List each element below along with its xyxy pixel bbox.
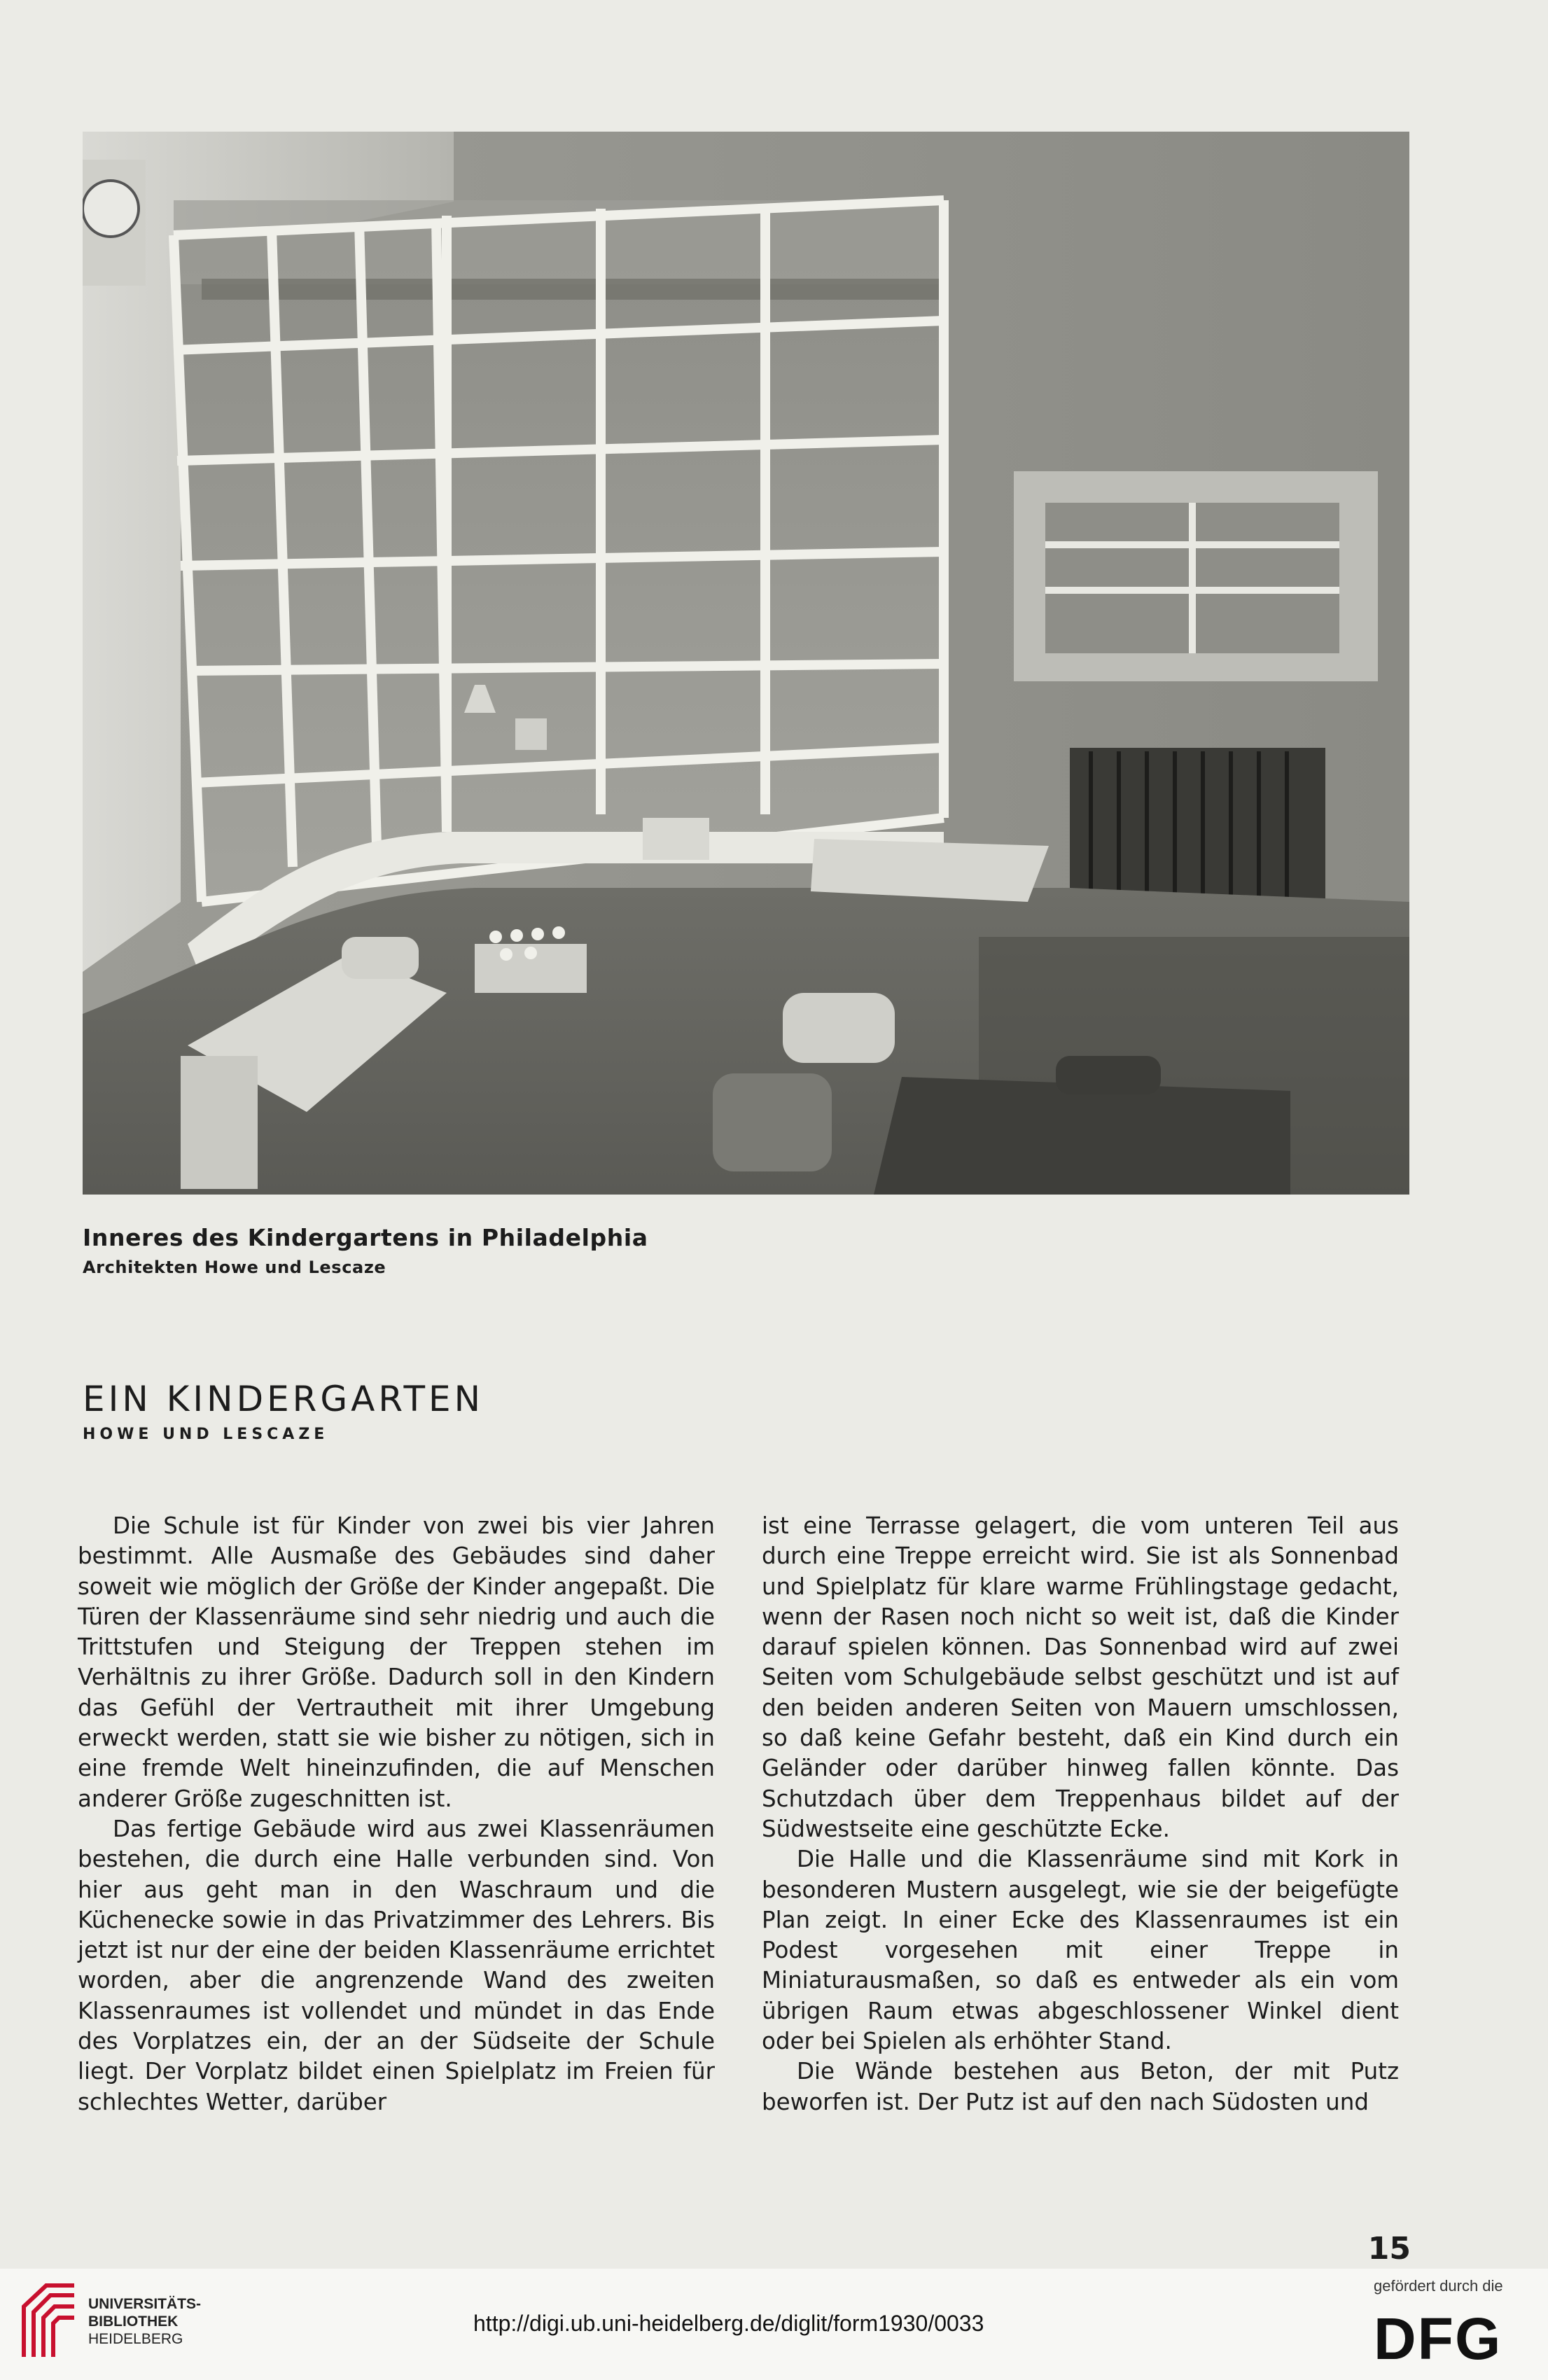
classroom-photo-drawing bbox=[83, 132, 1409, 1195]
article-column-left bbox=[78, 1511, 715, 2117]
library-name-line: HEIDELBERG bbox=[88, 2331, 183, 2347]
paragraph: Die Schule ist für Kinder von zwei bis vier Jahren bestimmt. Alle Ausmaße des Gebäudes sind daher soweit wie möglich der Größe der Kinder angepaßt. Die Türen der Klassenräume sind sehr niedrig und auch die Trittstufen und Steigung der Treppen stehen im Verhältnis zu ihrer Größe. Dadurch soll in den Kindern das Gefühl der Vertrautheit mit ihrer Umgebung erweckt werden, statt sie wie bisher zu nötigen, sich in eine fremde Welt hineinzufinden, die auf Menschen anderer Größe zugeschnitten ist. bbox=[78, 1512, 715, 1812]
library-name bbox=[88, 2295, 201, 2348]
article-heading: EIN KINDERGARTEN bbox=[83, 1379, 484, 1419]
article-column-right bbox=[762, 1511, 1399, 2117]
paragraph: Das fertige Gebäude wird aus zwei Klassenräumen bestehen, die durch eine Halle verbunden sind. Von hier aus geht man in den Waschraum und die Küchenecke sowie in das Privatzimmer des Lehrers. Bis jetzt ist nur der eine der beiden Klassenräume errichtet worden, aber die angrenzende Wand des zweiten Klassenraumes ist vollendet und mündet in das Ende des Vorplatzes ein, der an der Südseite der Schule liegt. Der Vorplatz bildet einen Spielplatz im Freien für schlechtes Wetter, darüber bbox=[78, 1815, 715, 2115]
dfg-logo: DFG bbox=[1374, 2306, 1502, 2372]
funded-by-label: gefördert durch die bbox=[1374, 2277, 1503, 2295]
paragraph: Die Wände bestehen aus Beton, der mit Putz beworfen ist. Der Putz ist auf den nach Südosten und bbox=[762, 2058, 1399, 2115]
classroom-photo bbox=[83, 132, 1409, 1195]
library-footer bbox=[0, 2269, 1548, 2380]
library-name-line: BIBLIOTHEK bbox=[88, 2313, 179, 2330]
photo-caption-subtitle: Architekten Howe und Lescaze bbox=[83, 1258, 386, 1277]
page-number: 15 bbox=[1367, 2231, 1411, 2267]
paragraph: Die Halle und die Klassenräume sind mit Kork in besonderen Mustern ausgelegt, wie sie der beigefügte Plan zeigt. In einer Ecke des Klassenraumes ist ein Podest vorgesehen mit einer Treppe in Miniaturausmaßen, so daß es entweder als ein vom übrigen Raum etwas abgeschlossener Winkel dient oder bei Spielen als erhöhter Stand. bbox=[762, 1846, 1399, 2055]
photo-caption-title: Inneres des Kindergartens in Philadelphia bbox=[83, 1224, 648, 1251]
article-authors: HOWE UND LESCAZE bbox=[83, 1426, 329, 1443]
source-url-link[interactable]: http://digi.ub.uni-heidelberg.de/diglit/form1930/0033 bbox=[473, 2311, 984, 2336]
paragraph: ist eine Terrasse gelagert, die vom unteren Teil aus durch eine Treppe erreicht wird. Sie ist als Sonnenbad und Spielplatz für klare warme Frühlingstage gedacht, wenn der Rasen noch nicht so weit ist, daß die Kinder darauf spielen können. Das Sonnenbad wird auf zwei Seiten vom Schulgebäude selbst geschützt und ist auf den beiden anderen Seiten von Mauern umschlossen, so daß keine Gefahr besteht, daß ein Kind durch ein Geländer oder darüber hinweg fallen könnte. Das Schutzdach über dem Treppenhaus bildet auf der Südwestseite eine geschützte Ecke. bbox=[762, 1512, 1399, 1842]
university-library-logo-icon bbox=[18, 2278, 81, 2361]
library-name-line: UNIVERSITÄTS- bbox=[88, 2296, 202, 2312]
